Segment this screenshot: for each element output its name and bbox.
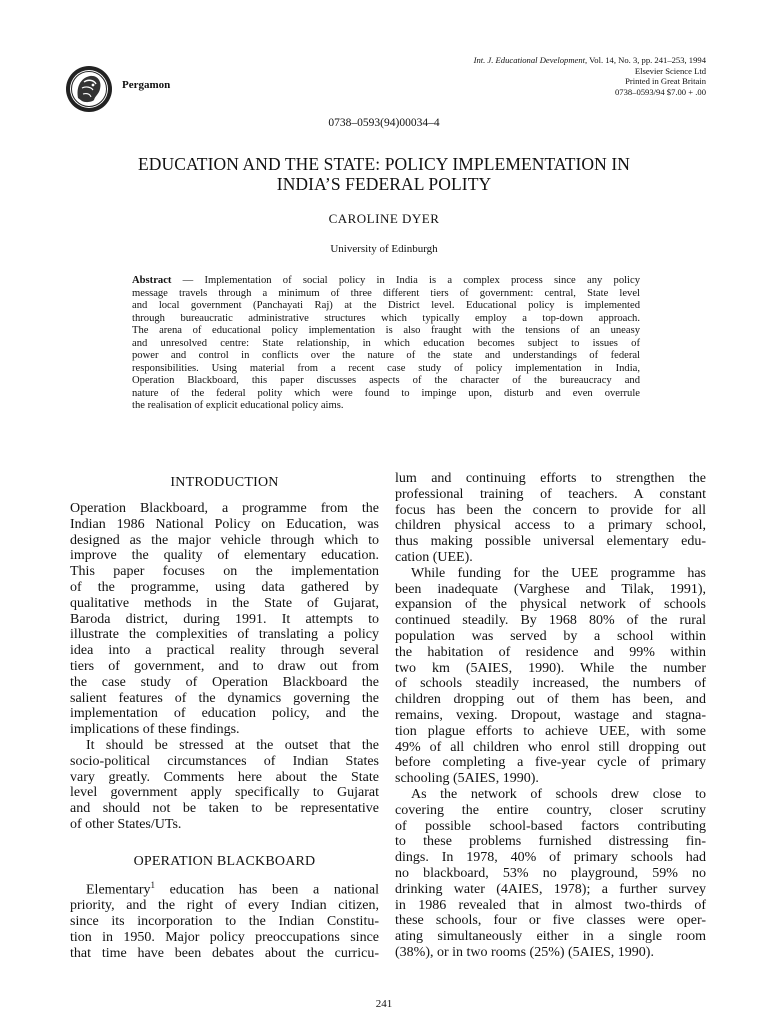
text-line: Operation Blackboard, a programme from the: [70, 501, 379, 516]
author-name: CAROLINE DYER: [328, 211, 440, 226]
text-line: designed as the major vehicle through which to: [70, 532, 379, 548]
abstract-line: the realisation of explicit educational policy aims.: [132, 400, 344, 411]
journal-name: Int. J. Educational Development: [473, 55, 586, 65]
article-pii: 0738–0593(94)00034–4: [328, 117, 440, 129]
text-line: priority, and the right of every Indian citizen,: [70, 898, 379, 914]
abstract-line: nature of the federal polity which were found to impinge upon, disturb and even overrule: [132, 387, 640, 399]
footnote-marker: 1: [150, 879, 156, 890]
title-line: INDIA’S FEDERAL POLITY: [276, 174, 492, 194]
publication-info: [346, 55, 706, 97]
text-line: illustrate the complexities of translating a policy: [70, 627, 379, 643]
text-line: to these problems furnished distressing fin-: [395, 834, 706, 850]
text-line: implications of these findings.: [70, 722, 240, 738]
text-line: the case study of Operation Blackboard the: [70, 674, 379, 690]
text-line: Elementary$^1$ education has been a national: [86, 879, 379, 898]
text-line: Baroda district, during 1991. It attempts to: [70, 611, 379, 627]
right-paragraph-2: [395, 566, 706, 787]
abstract-label: Abstract: [132, 275, 172, 286]
page-number: 241: [375, 998, 393, 1010]
text-line: population was served by a school within: [395, 628, 706, 644]
text-line: and should not be taken to be representative: [70, 801, 379, 817]
issn-price: 0738–0593/94 $7.00 + .00: [614, 86, 706, 97]
abstract-line: and unresolved centre: State relationship, in which education becomes subject to issues of: [132, 337, 640, 349]
abstract-line: power and control in conflicts over the nature of the state and understandings of federal: [132, 350, 640, 361]
text-line: remains, vexing. Dropout, wastage and stagna-: [395, 707, 706, 723]
right-paragraph-3: [395, 787, 706, 961]
text-line: socio-political circumstances of Indian States: [70, 753, 379, 769]
text-line: Indian 1986 National Policy on Education, was: [70, 516, 379, 532]
text-line: of possible school-based factors contributing: [395, 818, 706, 834]
text-line: idea into a practical reality through several: [70, 643, 379, 659]
ob-paragraph-1: [70, 878, 379, 962]
text-line: vary greatly. Comments here about the State: [70, 769, 379, 785]
text-line: implementation of education policy, and the: [70, 706, 379, 722]
text-line: that time have been debates about the curricu-: [70, 945, 379, 961]
text-line: of other States/UTs.: [70, 816, 182, 832]
text-line: schooling (5AIES, 1990).: [395, 771, 539, 787]
text-line: 49% of all children who enrol still dropping out: [395, 739, 706, 755]
text-line: While funding for the UEE programme has: [411, 565, 706, 581]
text-line: tiers of government, and to draw out from: [70, 658, 379, 674]
text-line: professional training of teachers. A constant: [395, 486, 706, 502]
text-line: drinking water (4AIES, 1978); a further survey: [395, 881, 706, 897]
text-line: improve the quality of elementary education.: [70, 548, 379, 564]
journal-citation: [346, 55, 706, 66]
publisher-name: Pergamon: [122, 79, 171, 91]
right-column: [395, 471, 706, 961]
text-line: focus has been the concern to provide for all: [395, 502, 706, 518]
text-line: This paper focuses on the implementation: [70, 564, 379, 580]
text-line: salient features of the dynamics governing the: [70, 690, 379, 706]
left-column: [70, 471, 379, 961]
text-line: tion plague efforts to achieve UEE, with some: [395, 723, 706, 739]
abstract-line: through bureaucratic administrative structures which typically employ a top-down approach.: [132, 312, 640, 324]
right-paragraph-1: [395, 471, 706, 566]
text-line: before completing a five-year cycle of primary: [395, 755, 706, 771]
text-line: ating simultaneously either in a single room: [395, 929, 706, 945]
text-line: the habitation of residence and 99% within: [395, 644, 706, 660]
text-line: children physical access to a primary school,: [395, 518, 706, 534]
text-line: dings. In 1978, 40% of primary schools had: [395, 850, 706, 866]
publisher-ltd: Elsevier Science Ltd: [634, 65, 706, 76]
text-line: cation (UEE).: [395, 549, 473, 565]
text-line: been inadequate (Varghese and Tilak, 1991),: [395, 581, 706, 597]
text-line: level government apply specifically to Gujarat: [70, 785, 379, 801]
text-line: lum and continuing efforts to strengthen the: [395, 471, 706, 486]
text-line: no blackboard, 53% no playground, 59% no: [395, 865, 706, 881]
pergamon-logo-icon: [64, 64, 114, 114]
abstract-line: and local government (Panchayati Raj) at the District level. Educational policy is implemented: [132, 300, 640, 311]
article-title: [60, 154, 708, 194]
text-line: It should be stressed at the outset that the: [86, 737, 379, 753]
text-line: covering the entire country, closer scrutiny: [395, 802, 706, 818]
abstract-line: The arena of educational policy implementation is also fraught with the tensions of an uneasy: [132, 325, 640, 336]
text-line: qualitative methods in the State of Gujarat,: [70, 595, 379, 611]
text-line: of schools steadily increased, the numbers of: [395, 676, 706, 692]
text-line: expansion of the physical network of schools: [395, 597, 706, 613]
text-line: these schools, four or five classes were oper-: [395, 913, 706, 929]
text-line: (38%), or in two rooms (25%) (5AIES, 1990).: [395, 944, 654, 960]
intro-paragraph-1: [70, 501, 379, 738]
section-heading-operation-blackboard: OPERATION BLACKBOARD: [133, 853, 316, 869]
author-affiliation: University of Edinburgh: [330, 243, 438, 255]
text-line: continued steadily. By 1968 80% of the rural: [395, 613, 706, 629]
abstract-line: responsibilities. Using material from a recent case study of policy implementation in India,: [132, 362, 640, 374]
text-line: thus making possible universal elementary edu-: [395, 534, 706, 550]
printed-location: Printed in Great Britain: [625, 76, 706, 86]
text-line: two km (5AIES, 1990). While the number: [395, 660, 706, 676]
text-line: children dropping out of them has been, and: [395, 692, 706, 708]
intro-paragraph-2: [70, 738, 379, 833]
abstract-line: message travels through a minimum of three different tiers of government: central, State level: [132, 287, 640, 299]
text-line: tion in 1950. Major policy preoccupations since: [70, 929, 379, 945]
text-line: in 1986 revealed that in almost two-thirds of: [395, 897, 706, 913]
citation-details: , Vol. 14, No. 3, pp. 241–253, 1994: [585, 55, 706, 65]
abstract-line: Abstract — Implementation of social policy in India is a complex process since any policy: [132, 275, 640, 286]
text-line: As the network of schools drew close to: [411, 786, 706, 802]
text-line: of the programme, using data gathered by: [70, 579, 379, 595]
abstract-line: Operation Blackboard, this paper discusses aspects of the character of the bureaucracy and: [132, 375, 640, 386]
abstract: [132, 275, 640, 413]
title-line: EDUCATION AND THE STATE: POLICY IMPLEMENTATION IN: [137, 154, 631, 174]
section-heading-introduction: INTRODUCTION: [170, 475, 279, 490]
text-line: since its incorporation to the Indian Constitu-: [70, 913, 379, 929]
